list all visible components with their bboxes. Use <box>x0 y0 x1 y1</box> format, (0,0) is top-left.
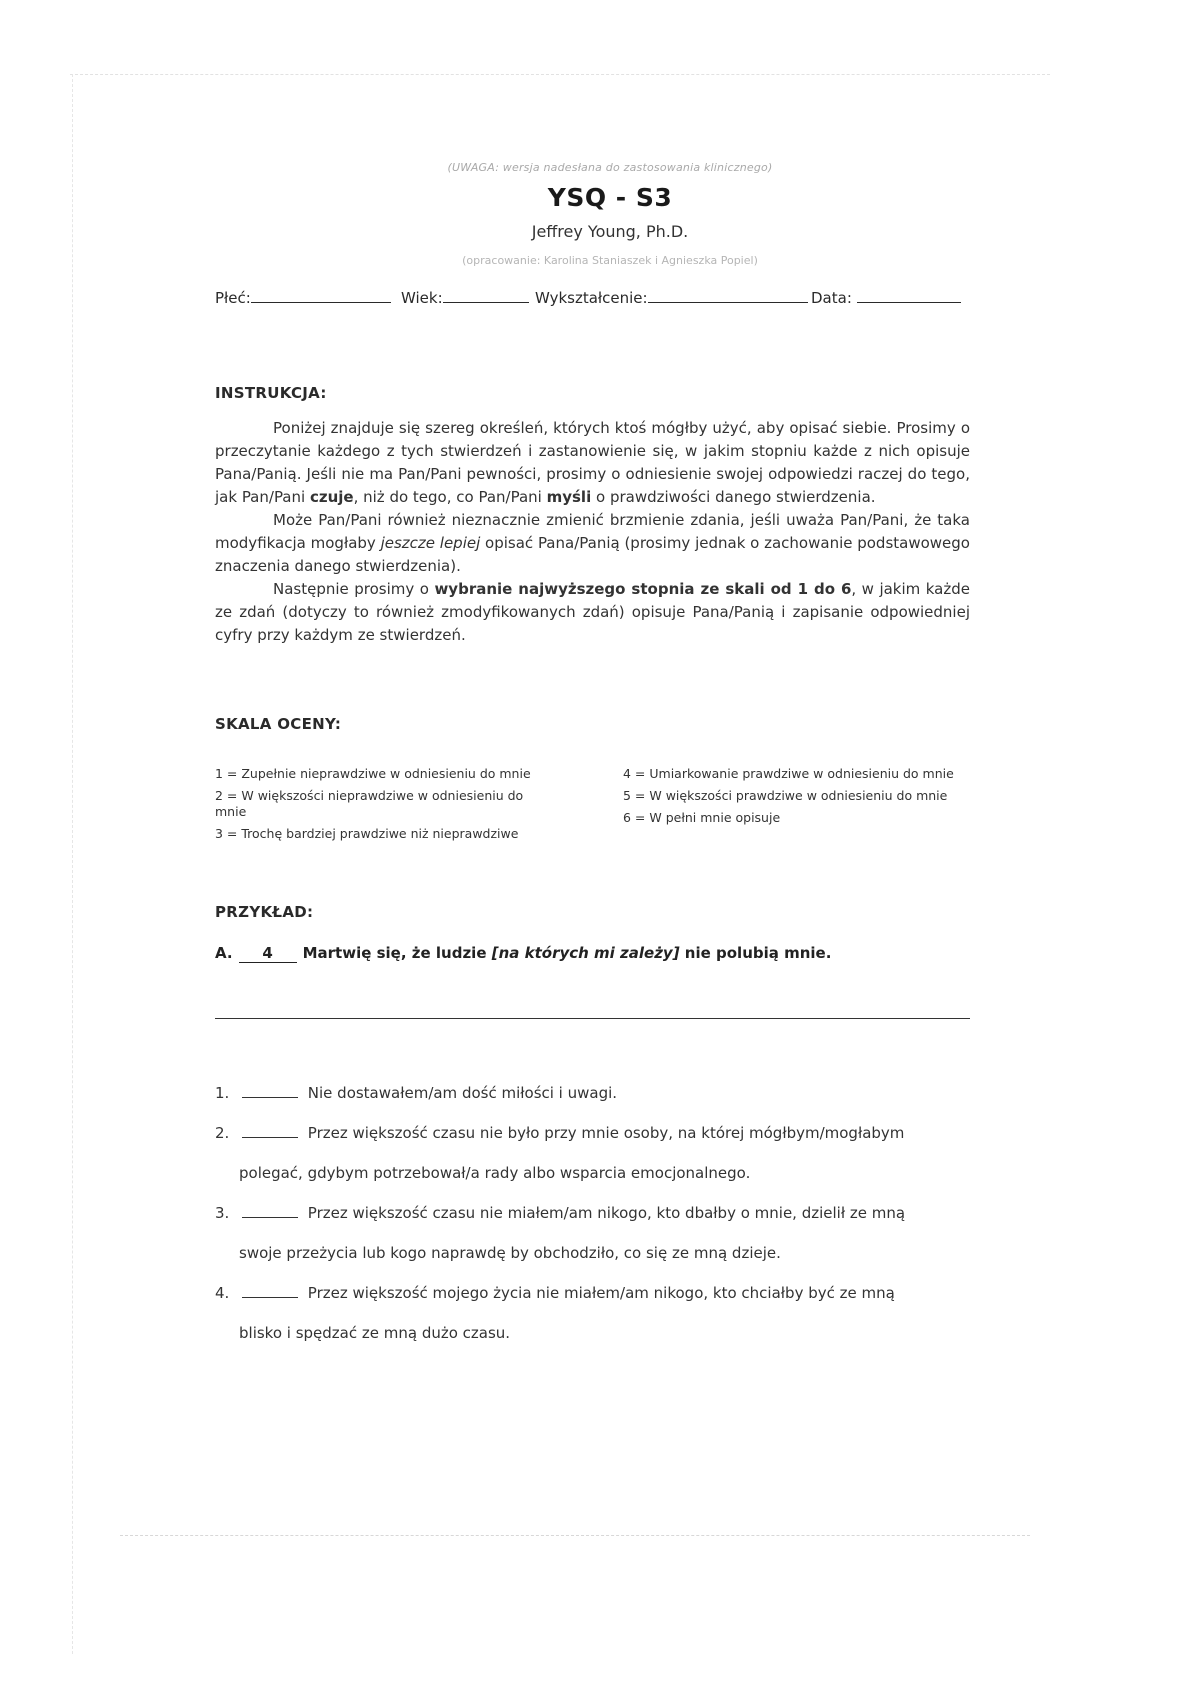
instructions-paragraph-1: Poniżej znajduje się szereg określeń, których ktoś mógłby użyć, aby opisać siebie. Prosimy o przeczytanie każdego z tych stwierdzeń i zastanowienie się, w jakim stopniu każde z nich opisuje Pana/Panią. Jeśli nie ma Pan/Pani pewności, prosimy o odniesienie swojej odpowiedzi raczej do tego, jak Pan/Pani czuje, niż do tego, co Pan/Pani myśli o prawdziwości danego stwierdzenia. <box>215 419 970 506</box>
answer-blank[interactable] <box>242 1203 298 1218</box>
question-number: 2. <box>215 1124 230 1142</box>
question-number: 3. <box>215 1204 230 1222</box>
question-text: Przez większość czasu nie było przy mnie osoby, na której mógłbym/mogłabym <box>307 1124 905 1142</box>
gender-field <box>215 288 391 307</box>
instructions-body <box>215 417 970 647</box>
example-heading: PRZYKŁAD: <box>215 903 314 921</box>
scale-column-right <box>623 766 963 832</box>
instructions-paragraph-2: Może Pan/Pani również nieznacznie zmienić brzmienie zdania, jeśli uważa Pan/Pani, że taka modyfikacja mogłaby jeszcze lepiej opisać Pana/Panią (prosimy jednak o zachowanie podstawowego znaczenia danego stwierdzenia). <box>215 511 970 575</box>
gender-input-line[interactable] <box>251 288 391 303</box>
education-input-line[interactable] <box>648 288 808 303</box>
question-text: Przez większość czasu nie miałem/am nikogo, kto dbałby o mnie, dzielił ze mną <box>307 1204 906 1222</box>
question-item <box>215 1080 975 1120</box>
scale-item: 2 = W większości nieprawdziwe w odniesieniu do mnie <box>215 788 524 819</box>
question-list <box>215 1080 975 1360</box>
instructions-heading: INSTRUKCJA: <box>215 384 327 402</box>
age-field <box>401 288 529 307</box>
age-label: Wiek: <box>401 289 443 307</box>
question-text-continued: polegać, gdybym potrzebował/a rady albo wsparcia emocjonalnego. <box>239 1164 751 1182</box>
answer-blank[interactable] <box>242 1283 298 1298</box>
example-item: A. 4 Martwię się, że ludzie [na których mi zależy] nie polubią mnie. <box>215 944 832 962</box>
scale-heading: SKALA OCENY: <box>215 715 342 733</box>
scale-item: 5 = W większości prawdziwe w odniesieniu do mnie <box>623 788 948 803</box>
example-letter: A. <box>215 944 233 962</box>
question-text: Przez większość mojego życia nie miałem/am nikogo, kto chciałby być ze mną <box>307 1284 895 1302</box>
scale-item: 6 = W pełni mnie opisuje <box>623 810 781 825</box>
scale-column-left <box>215 766 555 848</box>
education-field <box>535 288 808 307</box>
date-input-line[interactable] <box>857 288 961 303</box>
document-title: YSQ - S3 <box>547 183 673 212</box>
age-input-line[interactable] <box>443 288 529 303</box>
question-item <box>215 1280 975 1360</box>
scan-edge-bottom <box>120 1535 1030 1536</box>
date-label: Data: <box>811 289 852 307</box>
credits: (opracowanie: Karolina Staniaszek i Agnieszka Popiel) <box>462 254 758 267</box>
scale-item: 1 = Zupełnie nieprawdziwe w odniesieniu do mnie <box>215 766 531 781</box>
section-divider <box>215 1018 970 1019</box>
question-text-continued: swoje przeżycia lub kogo naprawdę by obchodziło, co się ze mną dzieje. <box>239 1244 781 1262</box>
question-item <box>215 1200 975 1280</box>
answer-blank[interactable] <box>242 1123 298 1138</box>
scan-edge-left <box>72 74 73 1654</box>
question-number: 4. <box>215 1284 230 1302</box>
question-text: Nie dostawałem/am dość miłości i uwagi. <box>307 1084 618 1102</box>
question-number: 1. <box>215 1084 230 1102</box>
education-label: Wykształcenie: <box>535 289 648 307</box>
date-field <box>811 288 961 307</box>
scale-item: 4 = Umiarkowanie prawdziwe w odniesieniu do mnie <box>623 766 954 781</box>
example-bracket-text: [na których mi zależy] <box>491 944 680 962</box>
gender-label: Płeć: <box>215 289 251 307</box>
question-item <box>215 1120 975 1200</box>
instructions-paragraph-3: Następnie prosimy o wybranie najwyższego stopnia ze skali od 1 do 6, w jakim każde ze zdań (dotyczy to również zmodyfikowanych zdań) opisuje Pana/Panią i zapisanie odpowiedniej cyfry przy każdym ze stwierdzeń. <box>215 580 970 644</box>
scale-item: 3 = Trochę bardziej prawdziwe niż nieprawdziwe <box>215 826 519 841</box>
scan-edge-top <box>70 74 1050 75</box>
author: Jeffrey Young, Ph.D. <box>531 222 689 241</box>
example-answer: 4 <box>239 944 297 963</box>
question-text-continued: blisko i spędzać ze mną dużo czasu. <box>239 1324 511 1342</box>
answer-blank[interactable] <box>242 1083 298 1098</box>
header-note: (UWAGA: wersja nadesłana do zastosowania klinicznego) <box>447 161 773 174</box>
